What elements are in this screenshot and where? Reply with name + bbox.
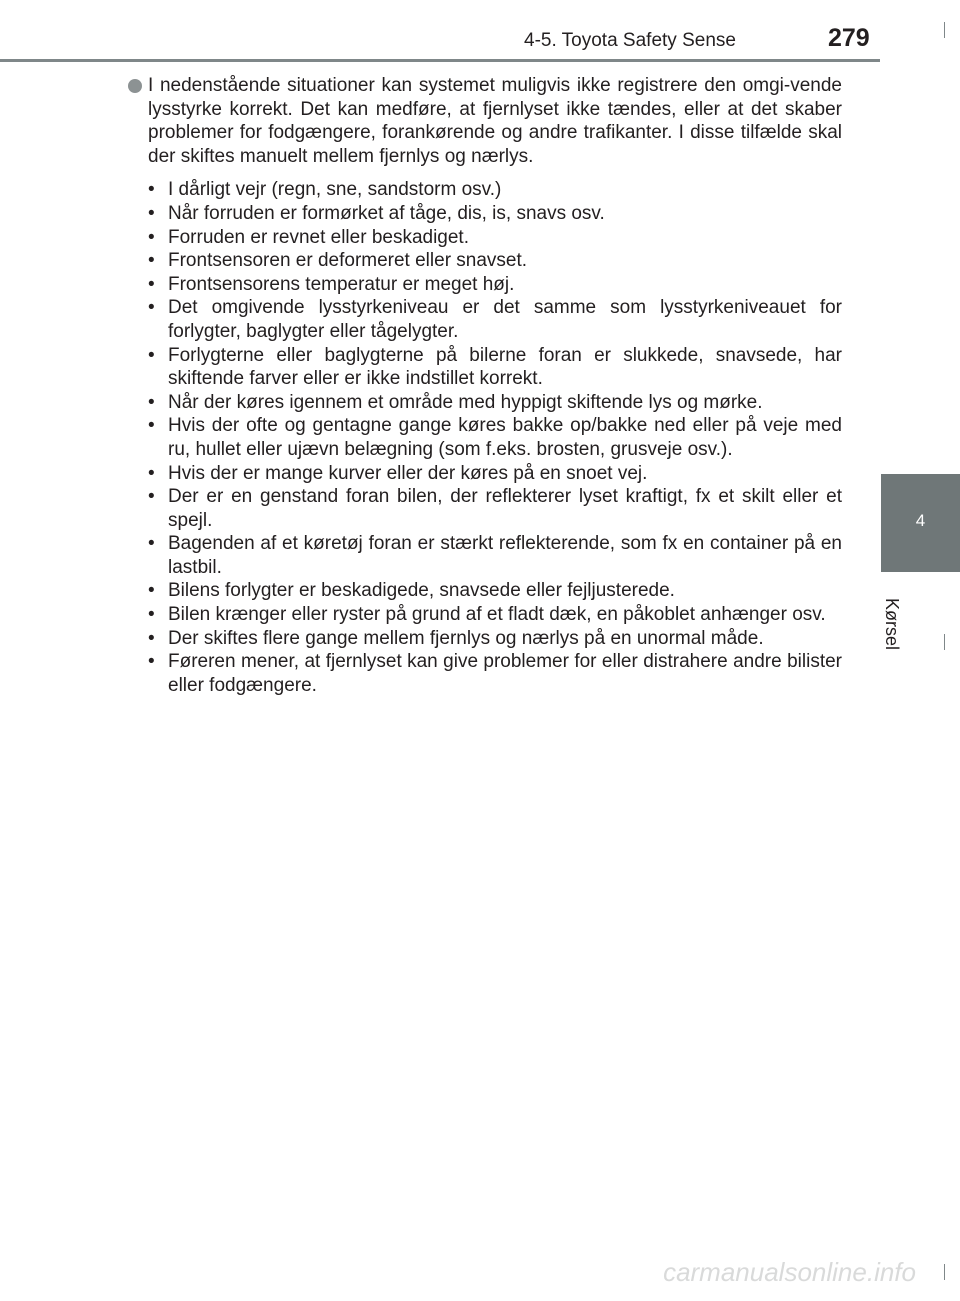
list-item-text: Når forruden er formørket af tåge, dis, is, snavs osv. — [168, 202, 605, 224]
condition-list — [148, 178, 842, 697]
list-item — [148, 249, 842, 273]
lead-paragraph — [128, 74, 842, 168]
header-rule — [0, 59, 880, 62]
list-item — [148, 579, 842, 603]
circle-bullet-icon — [128, 79, 142, 93]
bullet-dot-icon: • — [148, 273, 155, 295]
list-item-text: Forlygterne eller baglygterne på bilerne foran er slukkede, snavsede, har skiftende farver eller er ikke indstillet korrekt. — [168, 344, 842, 390]
list-item-text: Der skiftes flere gange mellem fjernlys og nærlys på en unormal måde. — [168, 627, 764, 649]
bullet-dot-icon: • — [148, 391, 155, 413]
bullet-dot-icon: • — [148, 486, 155, 508]
chapter-tab — [881, 474, 960, 572]
bullet-dot-icon: • — [148, 627, 155, 649]
bullet-dot-icon: • — [148, 226, 155, 248]
list-item-text: Hvis der er mange kurver eller der køres på en snoet vej. — [168, 462, 648, 484]
chapter-number: 4 — [915, 511, 926, 530]
list-item — [148, 226, 842, 250]
bullet-dot-icon: • — [148, 344, 155, 366]
bullet-dot-icon: • — [148, 651, 155, 673]
list-item-text: Bilen krænger eller ryster på grund af et fladt dæk, en påkoblet anhænger osv. — [168, 604, 826, 626]
list-item — [148, 532, 842, 579]
list-item-text: Bagenden af et køretøj foran er stærkt reflekterende, som fx en container på en lastbil. — [168, 533, 842, 578]
list-item-text: Frontsensoren er deformeret eller snavset. — [168, 250, 528, 272]
list-item-text: Når der køres igennem et område med hyppigt skiftende lys og mørke. — [168, 391, 763, 413]
chapter-label: Kørsel — [882, 598, 902, 651]
list-item — [148, 391, 842, 415]
bullet-dot-icon: • — [148, 533, 155, 555]
list-item-text: Hvis der ofte og gentagne gange køres bakke op/bakke ned eller på veje med ru, hullet eller ujævn belægning (som f.eks. brosten, grusveje osv.). — [168, 415, 842, 460]
bullet-dot-icon: • — [148, 415, 155, 437]
list-item-text: Forruden er revnet eller beskadiget. — [168, 226, 469, 248]
bullet-dot-icon: • — [148, 580, 155, 602]
bullet-dot-icon: • — [148, 604, 155, 626]
chapter-label-box — [880, 576, 960, 651]
list-item-text: Frontsensorens temperatur er meget høj. — [168, 273, 515, 295]
list-item — [148, 344, 842, 391]
list-item — [148, 650, 842, 697]
main-content — [128, 74, 842, 697]
bullet-dot-icon: • — [148, 462, 155, 484]
bullet-dot-icon: • — [148, 202, 155, 224]
list-item-text: Bilens forlygter er beskadigede, snavsede eller fejljusterede. — [168, 580, 675, 602]
lead-paragraph-text: I nedenstående situationer kan systemet muligvis ikke registrere den omgi-vende lysstyrke korrekt. Det kan medføre, at fjernlyset ikke tændes, eller at det skaber problemer for fodgængere, forankørende og andre trafikanter. I disse tilfælde skal der skiftes manuelt mellem fjernlys og nærlys. — [148, 75, 842, 167]
page-number: 279 — [828, 24, 870, 52]
list-item — [148, 202, 842, 226]
list-item-text: Føreren mener, at fjernlyset kan give problemer for eller distrahere andre bilister eller fodgængere. — [168, 651, 842, 696]
crop-mark — [944, 634, 945, 650]
list-item — [148, 178, 842, 202]
bullet-dot-icon: • — [148, 179, 155, 201]
list-item — [148, 462, 842, 486]
crop-mark — [944, 22, 945, 38]
list-item — [148, 296, 842, 343]
list-item-text: I dårligt vejr (regn, sne, sandstorm osv.) — [168, 179, 502, 201]
list-item — [148, 627, 842, 651]
list-item — [148, 485, 842, 532]
crop-mark — [944, 1264, 945, 1280]
bullet-dot-icon: • — [148, 250, 155, 272]
bullet-dot-icon: • — [148, 297, 155, 319]
watermark: carmanualsonline.info — [663, 1257, 916, 1287]
list-item-text: Der er en genstand foran bilen, der reflekterer lyset kraftigt, fx et skilt eller et spejl. — [168, 486, 842, 531]
list-item — [148, 273, 842, 297]
list-item — [148, 603, 842, 627]
list-item — [148, 414, 842, 461]
section-title: 4-5. Toyota Safety Sense — [524, 30, 736, 51]
list-item-text: Det omgivende lysstyrkeniveau er det samme som lysstyrkeniveauet for forlygter, baglygter eller tågelygter. — [168, 297, 842, 342]
